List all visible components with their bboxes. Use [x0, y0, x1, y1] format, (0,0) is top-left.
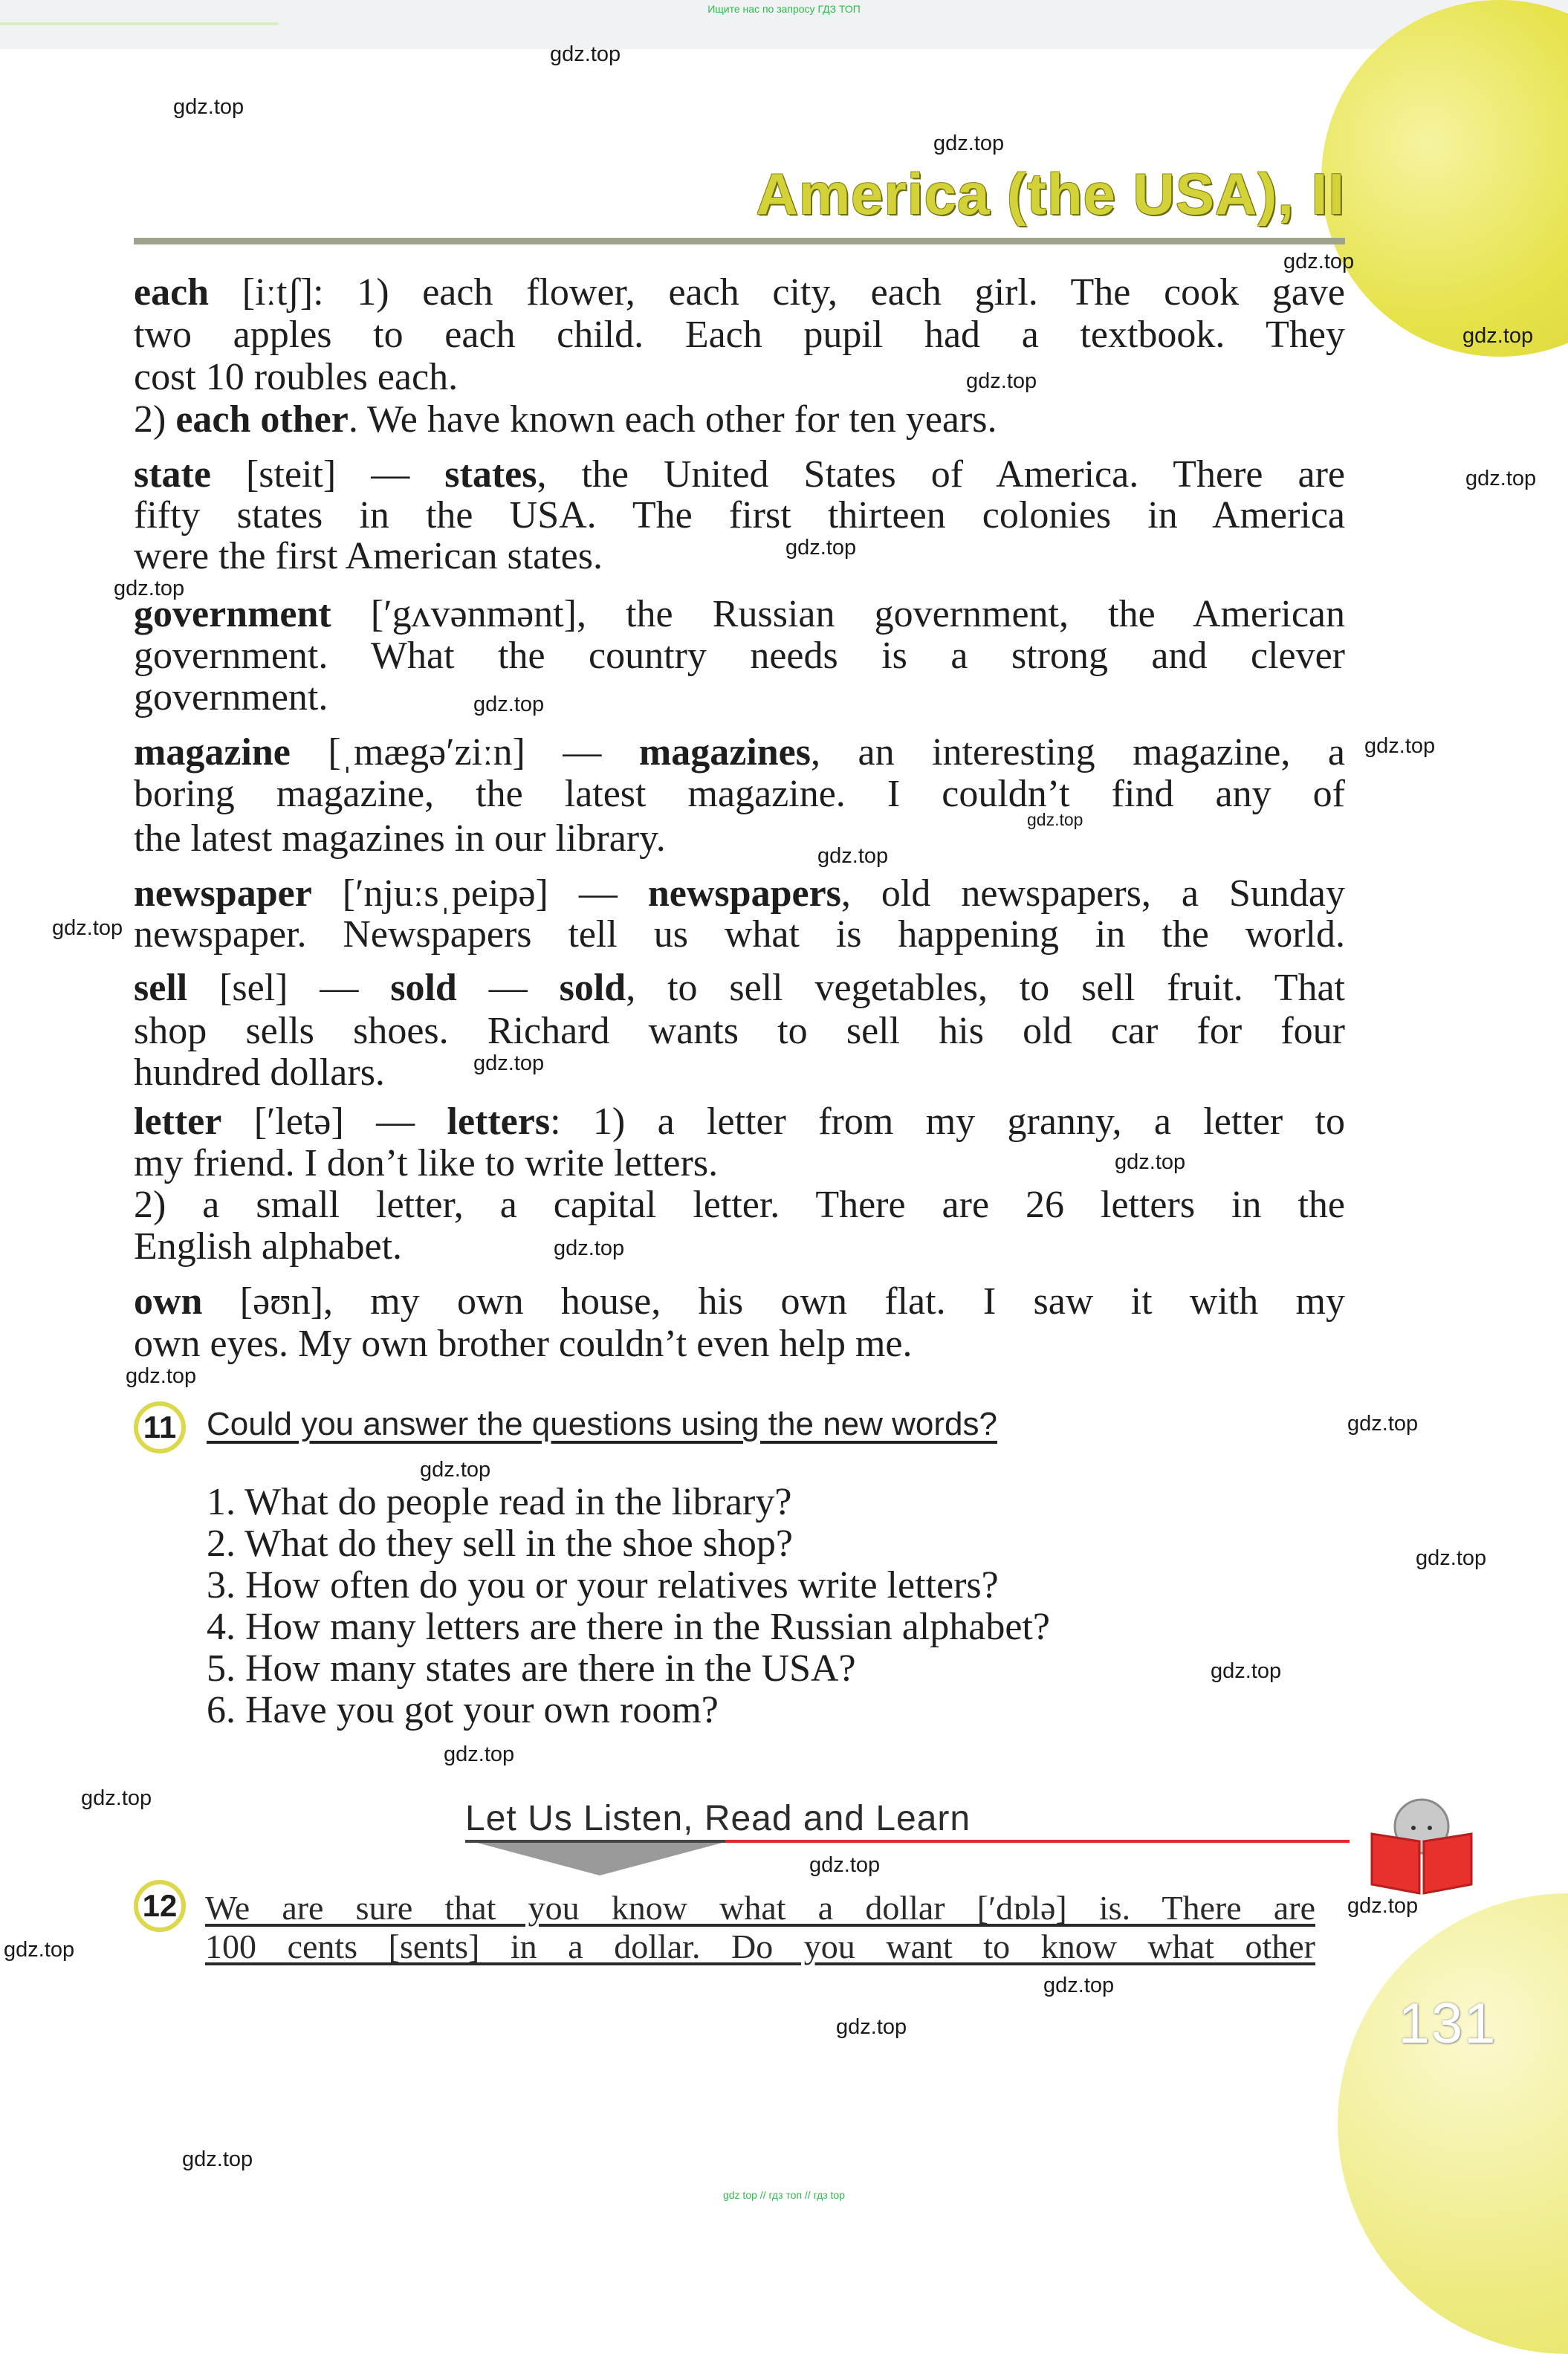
entry-line: shop sells shoes. Richard wants to sell his old car for four — [134, 1010, 1345, 1052]
watermark-text: gdz.top — [1211, 1659, 1282, 1683]
title-rule — [134, 238, 1345, 244]
entry-line: 2) each other. We have known each other for ten years. — [134, 398, 997, 441]
page-number: 131 — [1398, 1992, 1497, 2055]
watermark-text: gdz.top — [4, 1938, 75, 1962]
top-strip — [0, 0, 1568, 49]
entry-line: fifty states in the USA. The first thirteen colonies in America — [134, 494, 1345, 536]
watermark-text: gdz.top — [1043, 1974, 1115, 1997]
watermark-text: gdz.top — [473, 693, 545, 716]
section-heading: Let Us Listen, Read and Learn — [465, 1799, 971, 1838]
watermark-text: gdz.top — [933, 132, 1005, 155]
entry-line: government [ʹgʌvənmənt], the Russian government, the American — [134, 593, 1345, 635]
entry-line: boring magazine, the latest magazine. I couldn’t find any of — [134, 773, 1345, 815]
question-item: 6. Have you got your own room? — [207, 1689, 719, 1731]
entry-line: government. — [134, 676, 328, 719]
entry-line: state [steit] — states, the United States of America. There are — [134, 453, 1345, 496]
watermark-text: gdz.top — [1115, 1150, 1186, 1174]
bottom-note: gdz top // гдз топ // гдз top — [722, 2189, 846, 2201]
watermark-text: gdz.top — [444, 1742, 515, 1766]
watermark-text: gdz.top — [114, 577, 185, 600]
question-item: 5. How many states are there in the USA? — [207, 1647, 856, 1690]
watermark-text: gdz.top — [817, 844, 889, 868]
open-book-icon — [1367, 1795, 1476, 1899]
watermark-text: gdz.top — [1283, 250, 1355, 273]
reading-line: 100 cents [sents] in a dollar. Do you want to know what other — [205, 1927, 1315, 1965]
entry-line: hundred dollars. — [134, 1051, 385, 1094]
exercise-prompt: Could you answer the questions using the new words? — [207, 1406, 997, 1442]
watermark-text: gdz.top — [173, 95, 244, 119]
exercise-number-badge: 12 — [134, 1880, 186, 1932]
question-item: 3. How often do you or your relatives write letters? — [207, 1564, 999, 1606]
watermark-text: gdz.top — [809, 1853, 881, 1877]
question-item: 1. What do people read in the library? — [207, 1481, 792, 1523]
watermark-text: gdz.top — [126, 1364, 197, 1388]
progress-line — [0, 22, 279, 25]
watermark-text: gdz.top — [554, 1236, 625, 1260]
exercise-number-badge: 11 — [134, 1401, 186, 1453]
entry-line: government. What the country needs is a strong and clever — [134, 635, 1345, 677]
entry-line: cost 10 roubles each. — [134, 356, 459, 398]
watermark-text: gdz.top — [1465, 467, 1537, 490]
watermark-text: gdz.top — [1347, 1894, 1419, 1918]
section-arrow-icon — [477, 1843, 722, 1875]
reading-line: We are sure that you know what a dollar [ʹdɒlə] is. There are — [205, 1889, 1315, 1927]
entry-line: newspaper. Newspapers tell us what is happening in the world. — [134, 913, 1345, 956]
section-rule-red — [725, 1840, 1350, 1843]
watermark-text: gdz.top — [836, 2015, 907, 2039]
watermark-text: gdz.top — [966, 369, 1037, 393]
watermark-text: gdz.top — [1462, 324, 1534, 348]
entry-line: own eyes. My own brother couldn’t even help me. — [134, 1323, 913, 1365]
watermark-text: gdz.top — [1364, 734, 1436, 758]
entry-line: English alphabet. — [134, 1225, 403, 1268]
page-title: America (the USA), II — [756, 161, 1345, 227]
watermark-text: gdz.top — [420, 1458, 491, 1482]
watermark-text: gdz.top — [52, 916, 123, 940]
entry-line: the latest magazines in our library. — [134, 817, 666, 860]
entry-line: were the first American states. — [134, 535, 603, 577]
entry-line: each [iːtʃ]: 1) each flower, each city, each girl. The cook gave — [134, 271, 1345, 314]
question-item: 4. How many letters are there in the Russian alphabet? — [207, 1606, 1050, 1648]
entry-line: newspaper [ʹnjuːsˌpeipə] — newspapers, old newspapers, a Sunday — [134, 872, 1345, 915]
top-note: Ищите нас по запросу ГДЗ ТОП — [707, 3, 861, 15]
entry-line: sell [sel] — sold — sold, to sell vegetables, to sell fruit. That — [134, 967, 1345, 1009]
watermark-text: gdz.top — [182, 2147, 253, 2171]
watermark-text: gdz.top — [473, 1051, 545, 1075]
watermark-text: gdz.top — [785, 536, 857, 560]
entry-line: own [əʊn], my own house, his own flat. I saw it with my — [134, 1280, 1345, 1323]
question-item: 2. What do they sell in the shoe shop? — [207, 1523, 794, 1565]
entry-line: magazine [ˌmægəʹziːn] — magazines, an interesting magazine, a — [134, 731, 1345, 774]
entry-line: two apples to each child. Each pupil had a textbook. They — [134, 314, 1345, 356]
watermark-text: gdz.top — [1347, 1412, 1419, 1436]
watermark-text: gdz.top — [81, 1786, 152, 1810]
watermark-text: gdz.top — [1027, 810, 1083, 829]
entry-line: letter [ʹletə] — letters: 1) a letter from my granny, a letter to — [134, 1100, 1345, 1143]
watermark-text: gdz.top — [1416, 1546, 1487, 1570]
entry-line: my friend. I don’t like to write letters. — [134, 1142, 719, 1184]
entry-line: 2) a small letter, a capital letter. There are 26 letters in the — [134, 1184, 1345, 1226]
watermark-text: gdz.top — [550, 42, 621, 66]
